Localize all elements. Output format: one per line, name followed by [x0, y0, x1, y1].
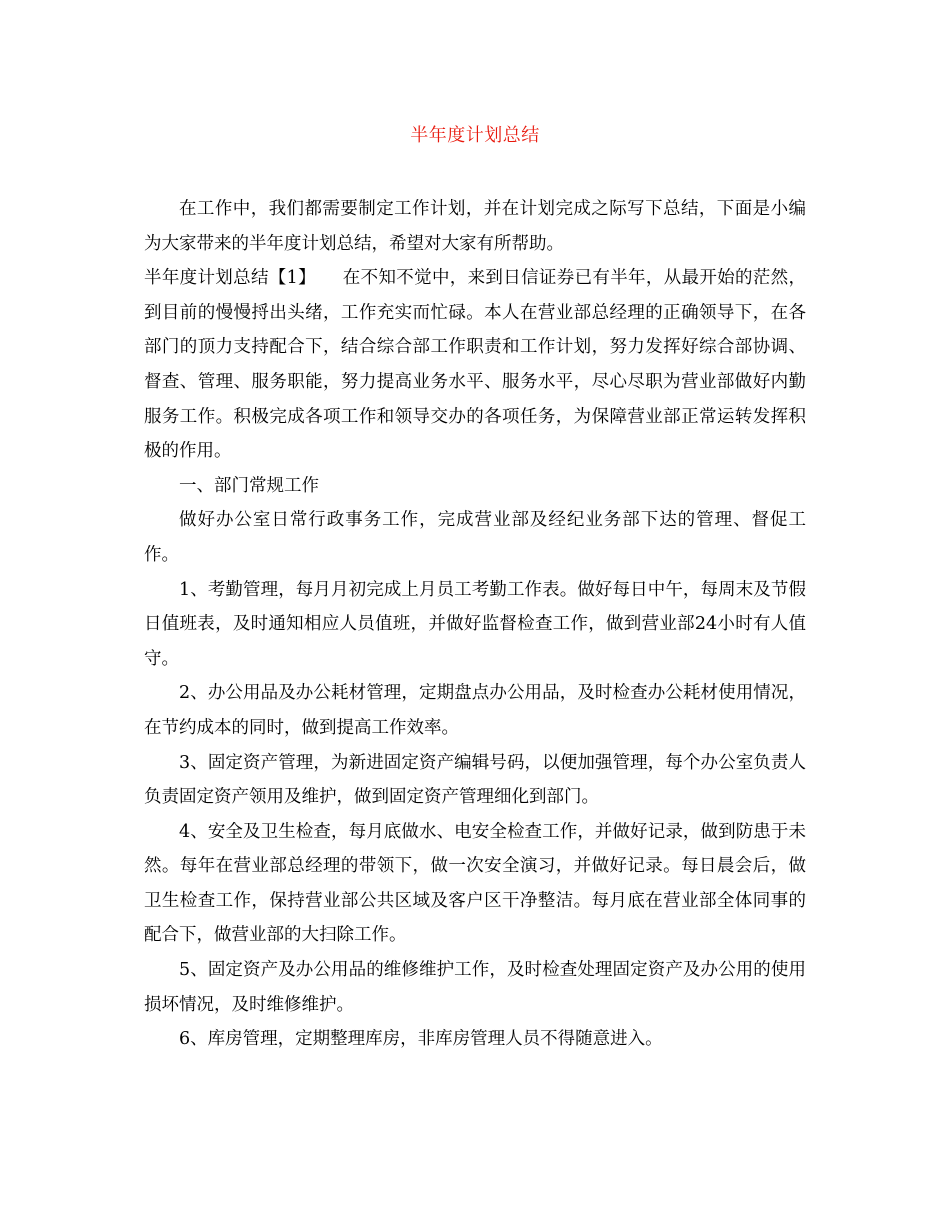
paragraph-routine-work: 做好办公室日常行政事务工作，完成营业部及经纪业务部下达的管理、督促工作。 [144, 510, 806, 565]
list-item-office-supplies: 2、办公用品及办公耗材管理，定期盘点办公用品，及时检查办公耗材使用情况，在节约成本的同时，做到提高工作效率。 [144, 683, 806, 738]
list-item-maintenance: 5、固定资产及办公用品的维修维护工作，及时检查处理固定资产及办公用的使用损坏情况，及时维修维护。 [144, 960, 806, 1015]
paragraph-intro: 在工作中，我们都需要制定工作计划，并在计划完成之际写下总结，下面是小编为大家带来的半年度计划总结，希望对大家有所帮助。 [144, 199, 806, 254]
list-item-warehouse: 6、库房管理，定期整理库房，非库房管理人员不得随意进入。 [179, 1029, 663, 1050]
document-title: 半年度计划总结 [410, 125, 540, 146]
section-heading-routine-work: 一、部门常规工作 [179, 475, 319, 496]
paragraph-summary-1: 半年度计划总结【1】 在不知不觉中，来到日信证券已有半年，从最开始的茫然，到目前的慢慢捋出头绪，工作充实而忙碌。本人在营业部总经理的正确领导下，在各部门的顶力支持配合下，结合综合部工作职责和工作计划，努力发挥好综合部协调、督查、管理、服务职能，努力提高业务水平、服务水平，尽心尽职为营业部做好内勤服务工作。积极完成各项工作和领导交办的各项任务，为保障营业部正常运转发挥积极的作用。 [144, 268, 806, 462]
list-item-safety-hygiene: 4、安全及卫生检查，每月底做水、电安全检查工作，并做好记录，做到防患于未然。每年在营业部总经理的带领下，做一次安全演习，并做好记录。每日晨会后，做卫生检查工作，保持营业部公共区域及客户区干净整洁。每月底在营业部全体同事的配合下，做营业部的大扫除工作。 [144, 821, 806, 946]
list-item-attendance: 1、考勤管理，每月月初完成上月员工考勤工作表。做好每日中午，每周末及节假日值班表，及时通知相应人员值班，并做好监督检查工作，做到营业部24小时有人值守。 [144, 579, 806, 669]
list-item-fixed-assets: 3、固定资产管理，为新进固定资产编辑号码，以便加强管理，每个办公室负责人负责固定资产领用及维护，做到固定资产管理细化到部门。 [144, 752, 806, 808]
document-body [144, 192, 806, 1057]
